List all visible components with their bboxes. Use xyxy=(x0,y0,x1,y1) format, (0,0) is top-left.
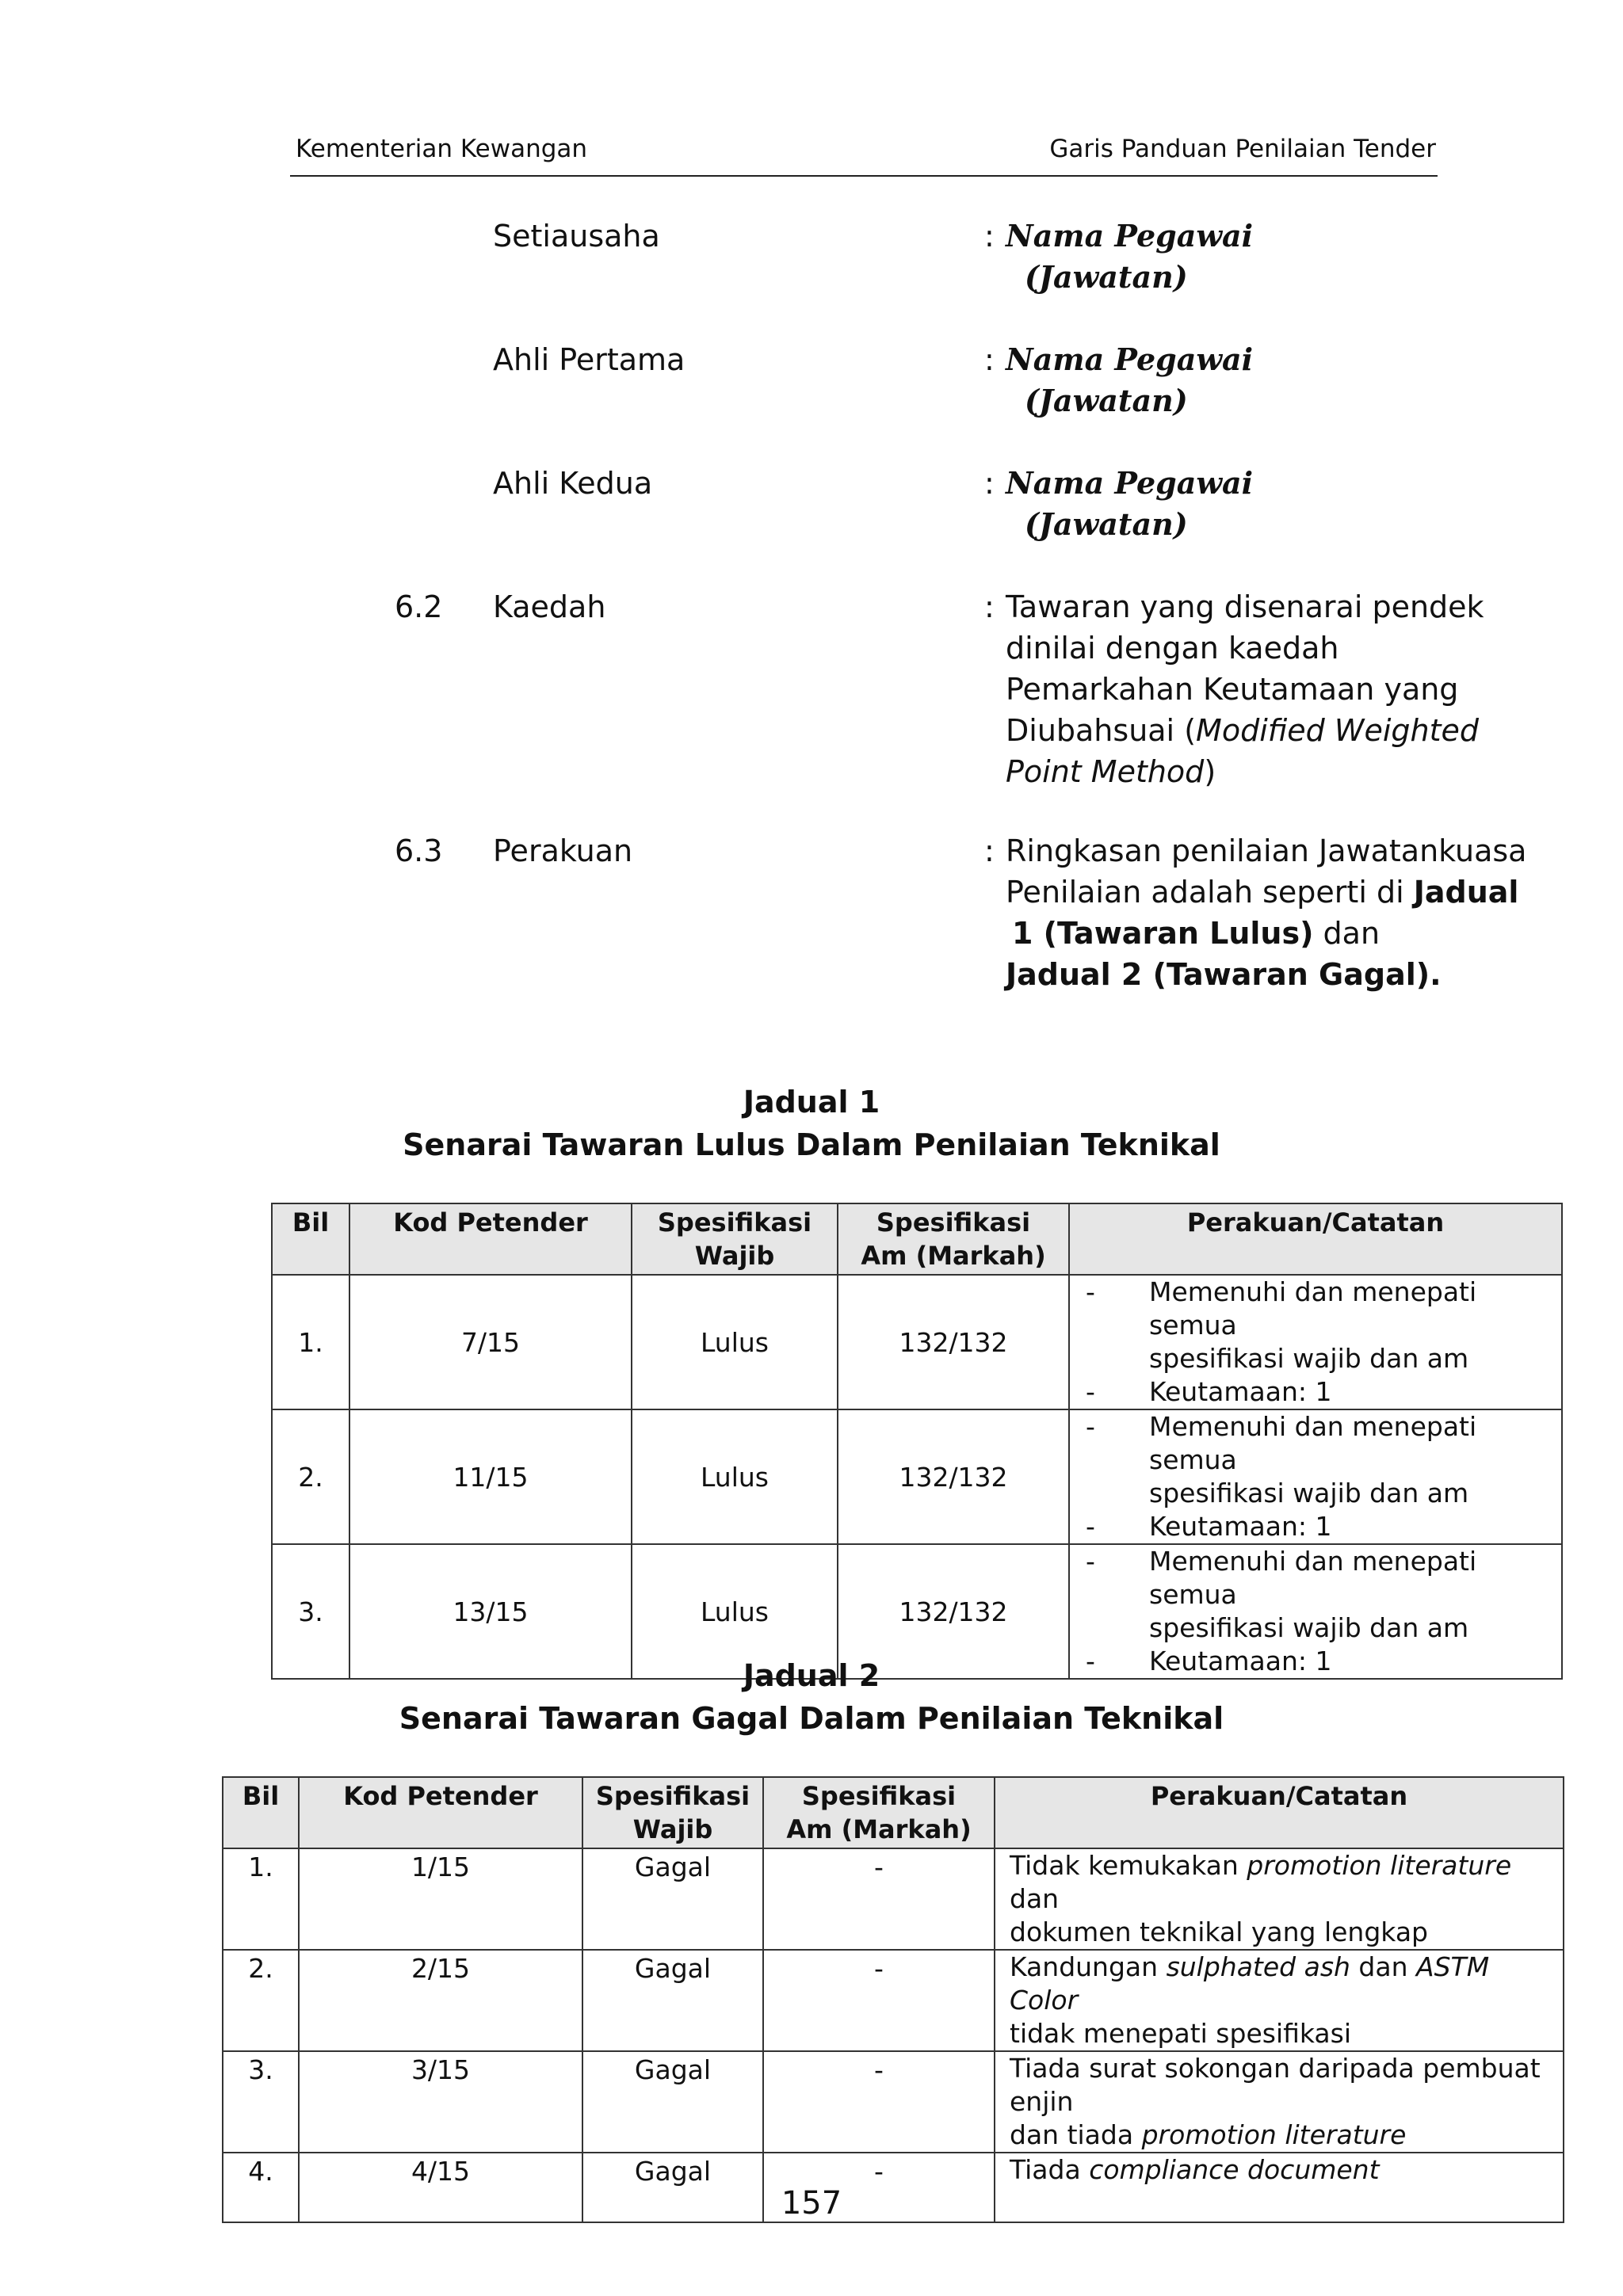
cell-am: 132/132 xyxy=(838,1275,1069,1409)
cell-wajib: Lulus xyxy=(632,1275,838,1409)
member-label-ahli-kedua: Ahli Kedua xyxy=(493,466,653,501)
cell-catatan xyxy=(995,2051,1564,2153)
table1-title: Jadual 1 xyxy=(743,1085,880,1119)
header-doc-title: Garis Panduan Penilaian Tender xyxy=(1049,135,1436,163)
col-kod-petender: Kod Petender xyxy=(299,1777,582,1848)
table-row xyxy=(272,1409,1562,1544)
section-text-perakuan xyxy=(1006,830,1529,995)
cell-catatan xyxy=(995,1950,1564,2051)
col-spesifikasi-am: Spesifikasi Am (Markah) xyxy=(838,1203,1069,1275)
bullet-dash: - xyxy=(1086,1276,1095,1307)
cell-kod: 4/15 xyxy=(299,2153,582,2222)
col-spesifikasi-wajib: Spesifikasi Wajib xyxy=(632,1203,838,1275)
text-line: Pemarkahan Keutamaan yang xyxy=(1006,672,1459,707)
cell-kod: 3/15 xyxy=(299,2051,582,2153)
text-line: dinilai dengan kaedah xyxy=(1006,631,1339,666)
text-run: dan xyxy=(1313,916,1381,951)
member-value xyxy=(1006,339,1529,421)
italic-term: sulphated ash xyxy=(1166,1951,1350,1982)
member-colon: : xyxy=(984,219,995,254)
col-spesifikasi-am: Spesifikasi Am (Markah) xyxy=(763,1777,995,1848)
text-run: ) xyxy=(1204,754,1216,789)
cell-bil: 2. xyxy=(272,1409,349,1544)
note-line: Kandungan sulphated ash dan ASTM Color xyxy=(1010,1951,1490,2016)
member-post: (Jawatan) xyxy=(1025,506,1188,542)
text-line xyxy=(1006,954,1529,995)
col-perakuan-catatan: Perakuan/Catatan xyxy=(995,1777,1564,1848)
text-line xyxy=(1006,710,1529,751)
text-line: Ringkasan penilaian Jawatankuasa xyxy=(1006,833,1527,868)
cell-bil: 3. xyxy=(223,2051,299,2153)
cell-kod: 13/15 xyxy=(349,1544,632,1679)
col-kod-petender: Kod Petender xyxy=(349,1203,632,1275)
section-number: 6.2 xyxy=(395,589,443,624)
table2-title: Jadual 2 xyxy=(743,1658,880,1693)
table1-subtitle: Senarai Tawaran Lulus Dalam Penilaian Teknikal xyxy=(403,1127,1220,1162)
text-line xyxy=(1006,751,1529,792)
member-value xyxy=(1006,215,1529,298)
table2 xyxy=(222,1776,1564,2223)
header-rule xyxy=(290,175,1438,177)
note-line: tidak menepati spesifikasi xyxy=(1010,2018,1352,2049)
bullet-dash: - xyxy=(1086,1511,1095,1542)
note-line: dan tiada promotion literature xyxy=(1010,2119,1407,2150)
note-text: Keutamaan: 1 xyxy=(1149,1511,1332,1542)
italic-term: Modified Weighted xyxy=(1196,713,1479,748)
cell-wajib: Gagal xyxy=(582,1848,763,1950)
table1 xyxy=(271,1203,1563,1680)
cell-bil: 2. xyxy=(223,1950,299,2051)
page-number: 157 xyxy=(781,2185,842,2222)
note-line: dokumen teknikal yang lengkap xyxy=(1010,1917,1428,1947)
bullet-dash: - xyxy=(1086,1546,1095,1577)
table-row xyxy=(223,2051,1564,2153)
cell-am: - xyxy=(763,2153,995,2222)
member-name: Nama Pegawai xyxy=(1006,218,1254,254)
bullet-dash: - xyxy=(1086,1411,1095,1442)
header-ministry: Kementerian Kewangan xyxy=(296,135,588,163)
note-text: Memenuhi dan menepati semua xyxy=(1149,1546,1477,1610)
cell-bil: 3. xyxy=(272,1544,349,1679)
table-row xyxy=(223,1848,1564,1950)
section-text-kaedah xyxy=(1006,586,1529,792)
note-text: Memenuhi dan menepati semua xyxy=(1149,1276,1477,1341)
member-value xyxy=(1006,463,1529,545)
cell-bil: 1. xyxy=(272,1275,349,1409)
italic-term: promotion literature xyxy=(1247,1850,1512,1881)
cell-am: - xyxy=(763,1848,995,1950)
cell-catatan xyxy=(1069,1409,1562,1544)
section-label-perakuan: Perakuan xyxy=(493,833,633,868)
cell-wajib: Lulus xyxy=(632,1409,838,1544)
bullet-dash: - xyxy=(1086,1646,1095,1676)
member-name: Nama Pegawai xyxy=(1006,341,1254,377)
italic-term: Point Method xyxy=(1006,754,1205,789)
member-post: (Jawatan) xyxy=(1025,383,1188,418)
note-line: Tidak kemukakan promotion literature dan xyxy=(1010,1850,1512,1914)
col-bil: Bil xyxy=(272,1203,349,1275)
bold-ref: Jadual xyxy=(1413,875,1519,910)
cell-kod: 7/15 xyxy=(349,1275,632,1409)
note-text: spesifikasi wajib dan am xyxy=(1149,1478,1469,1508)
member-colon: : xyxy=(984,466,995,501)
cell-kod: 2/15 xyxy=(299,1950,582,2051)
member-colon: : xyxy=(984,342,995,377)
note-text: Memenuhi dan menepati semua xyxy=(1149,1411,1477,1475)
table-row xyxy=(272,1275,1562,1409)
table2-subtitle: Senarai Tawaran Gagal Dalam Penilaian Teknikal xyxy=(399,1701,1224,1736)
text-line xyxy=(1006,871,1529,913)
note-text: spesifikasi wajib dan am xyxy=(1149,1612,1469,1643)
italic-term: ASTM Color xyxy=(1010,1951,1490,2016)
col-spesifikasi-wajib: Spesifikasi Wajib xyxy=(582,1777,763,1848)
text-line: Tawaran yang disenarai pendek xyxy=(1006,589,1484,624)
member-label-setiausaha: Setiausaha xyxy=(493,219,660,254)
cell-kod: 1/15 xyxy=(299,1848,582,1950)
cell-bil: 1. xyxy=(223,1848,299,1950)
italic-term: compliance document xyxy=(1089,2154,1380,2185)
note-text: Keutamaan: 1 xyxy=(1149,1646,1332,1676)
table-header-row xyxy=(272,1203,1562,1275)
cell-wajib: Gagal xyxy=(582,2153,763,2222)
cell-wajib: Gagal xyxy=(582,2051,763,2153)
note-text: Keutamaan: 1 xyxy=(1149,1376,1332,1407)
cell-am: - xyxy=(763,2051,995,2153)
text-line xyxy=(1006,913,1529,954)
section-label-kaedah: Kaedah xyxy=(493,589,606,624)
cell-kod: 11/15 xyxy=(349,1409,632,1544)
member-post: (Jawatan) xyxy=(1025,259,1188,295)
cell-catatan xyxy=(1069,1275,1562,1409)
cell-am: 132/132 xyxy=(838,1544,1069,1679)
table-row xyxy=(223,1950,1564,2051)
bold-ref: Jadual 2 (Tawaran Gagal). xyxy=(1006,957,1442,992)
member-label-ahli-pertama: Ahli Pertama xyxy=(493,342,685,377)
section-colon: : xyxy=(984,833,995,868)
cell-am: 132/132 xyxy=(838,1409,1069,1544)
cell-wajib: Gagal xyxy=(582,1950,763,2051)
note-text: spesifikasi wajib dan am xyxy=(1149,1343,1469,1374)
section-number: 6.3 xyxy=(395,833,443,868)
bullet-dash: - xyxy=(1086,1376,1095,1407)
note-line: Tiada surat sokongan daripada pembuat enjin xyxy=(1010,2053,1541,2117)
text-run: Penilaian adalah seperti di xyxy=(1006,875,1414,910)
col-perakuan-catatan: Perakuan/Catatan xyxy=(1069,1203,1562,1275)
bold-ref: 1 (Tawaran Lulus) xyxy=(1012,916,1314,951)
cell-am: - xyxy=(763,1950,995,2051)
cell-catatan xyxy=(995,1848,1564,1950)
cell-bil: 4. xyxy=(223,2153,299,2222)
text-run: Diubahsuai ( xyxy=(1006,713,1197,748)
section-colon: : xyxy=(984,589,995,624)
member-name: Nama Pegawai xyxy=(1006,465,1254,501)
col-bil: Bil xyxy=(223,1777,299,1848)
note-line: Tiada compliance document xyxy=(1010,2154,1380,2185)
italic-term: promotion literature xyxy=(1141,2119,1407,2150)
cell-wajib: Lulus xyxy=(632,1544,838,1679)
table-header-row xyxy=(223,1777,1564,1848)
